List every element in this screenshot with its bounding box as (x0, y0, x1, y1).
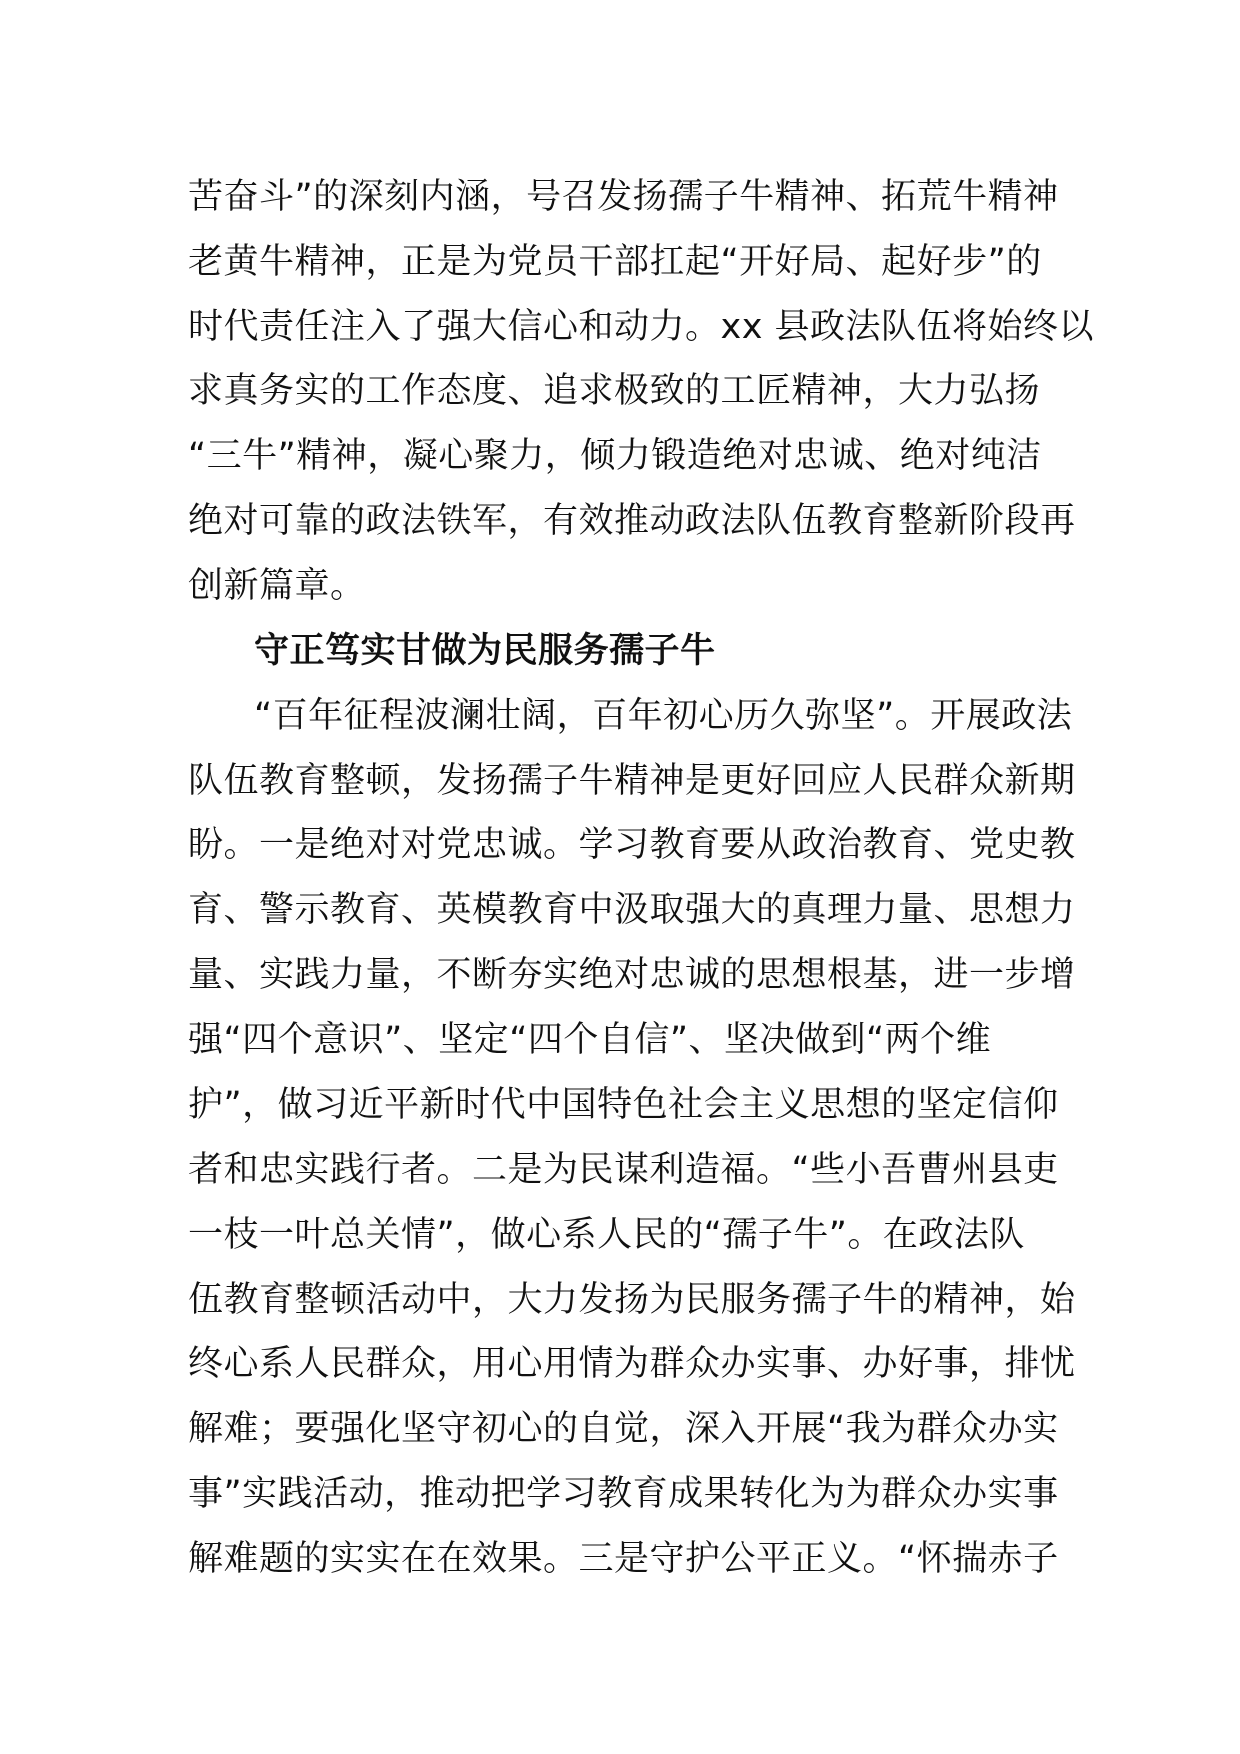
paragraph-line: 解难；要强化坚守初心的自觉，深入开展“我为群众办实 (188, 1409, 1059, 1449)
paragraph-line: 时代责任注入了强大信心和动力。xx 县政法队伍将始终以 (188, 307, 1095, 347)
paragraph-line: “百年征程波澜壮阔，百年初心历久弥坚”。开展政法 (254, 696, 1073, 736)
paragraph-line: 绝对可靠的政法铁军，有效推动政法队伍教育整新阶段再 (188, 501, 1076, 541)
paragraph-line: 事”实践活动，推动把学习教育成果转化为为群众办实事 (188, 1474, 1059, 1514)
paragraph-line: 者和忠实践行者。二是为民谋利造福。“些小吾曹州县吏 (188, 1150, 1059, 1190)
paragraph-line: 盼。一是绝对对党忠诚。学习教育要从政治教育、党史教 (188, 825, 1076, 865)
paragraph-line: 一枝一叶总关情”，做心系人民的“孺子牛”。在政法队 (188, 1215, 1025, 1255)
paragraph-line: 量、实践力量，不断夯实绝对忠诚的思想根基，进一步增 (188, 955, 1076, 995)
paragraph-line: 伍教育整顿活动中，大力发扬为民服务孺子牛的精神，始 (188, 1280, 1076, 1320)
section-heading: 守正笃实甘做为民服务孺子牛 (254, 631, 716, 671)
paragraph-line: 解难题的实实在在效果。三是守护公平正义。“怀揣赤子 (188, 1539, 1059, 1579)
paragraph-line: 终心系人民群众，用心用情为群众办实事、办好事，排忧 (188, 1344, 1076, 1384)
paragraph-line: 队伍教育整顿，发扬孺子牛精神是更好回应人民群众新期 (188, 761, 1076, 801)
paragraph-line: 求真务实的工作态度、追求极致的工匠精神，大力弘扬 (188, 371, 1041, 411)
paragraph-line: 苦奋斗”的深刻内涵，号召发扬孺子牛精神、拓荒牛精神 (188, 177, 1059, 217)
paragraph-line: 强“四个意识”、坚定“四个自信”、坚决做到“两个维 (188, 1020, 992, 1060)
paragraph-line: “三牛”精神，凝心聚力，倾力锻造绝对忠诚、绝对纯洁 (188, 436, 1042, 476)
paragraph-line: 创新篇章。 (188, 566, 366, 606)
paragraph-line: 护”，做习近平新时代中国特色社会主义思想的坚定信仰 (188, 1085, 1059, 1125)
paragraph-line: 老黄牛精神，正是为党员干部扛起“开好局、起好步”的 (188, 242, 1042, 282)
document-body (188, 0, 1095, 1754)
paragraph-line: 育、警示教育、英模教育中汲取强大的真理力量、思想力 (188, 890, 1076, 930)
